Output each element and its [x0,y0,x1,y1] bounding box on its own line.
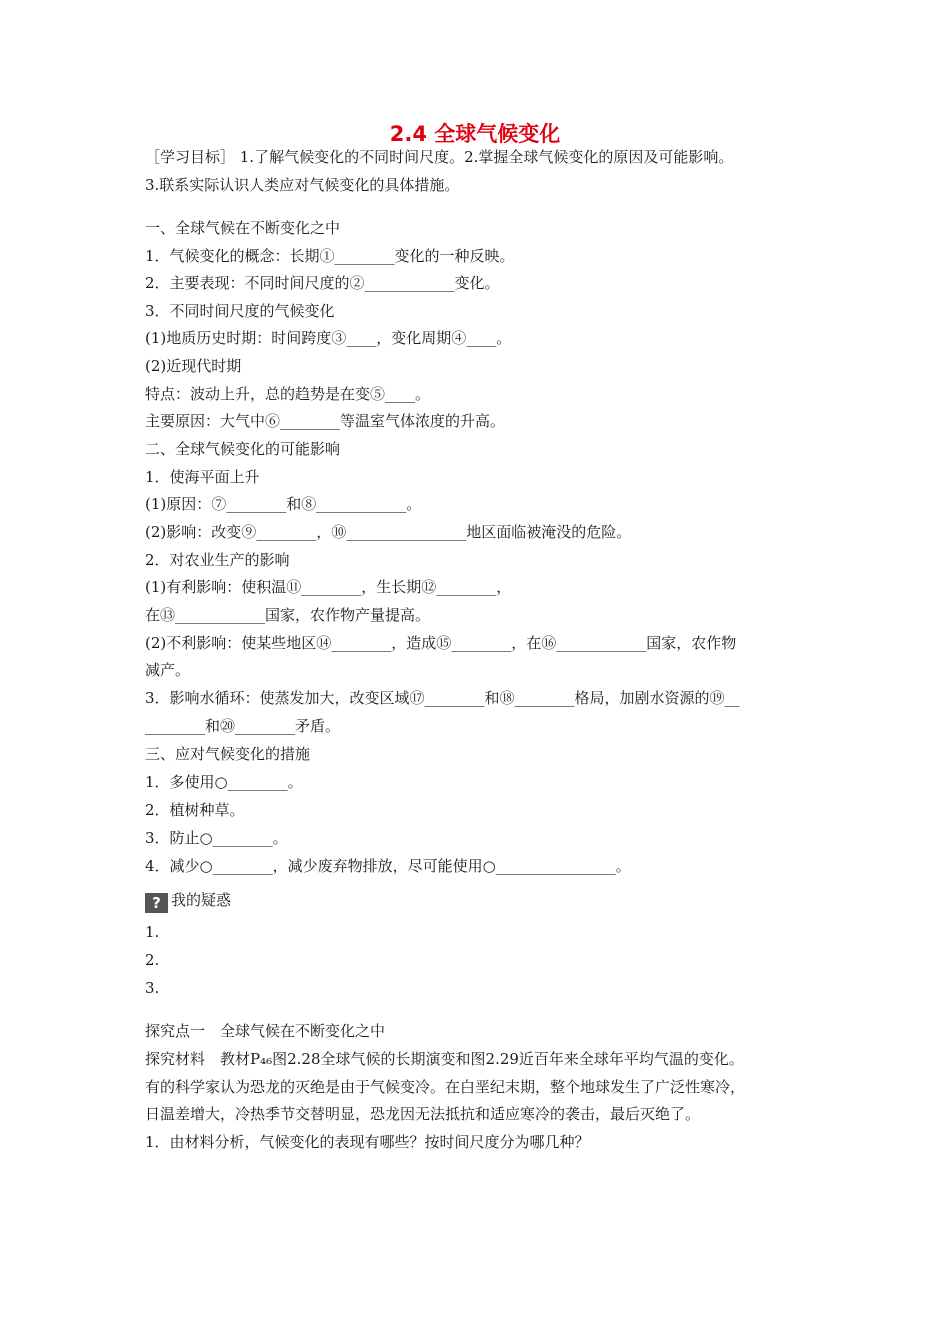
fill-line: 3．不同时间尺度的气候变化 [145,302,335,320]
explore-paragraph: 有的科学家认为恐龙的灭绝是由于气候变冷。在白垩纪末期，整个地球发生了广泛性寒冷， [145,1078,746,1096]
fill-line: 3．影响水循环：使蒸发加大，改变区域⑰________和⑱________格局，加剧水资源的⑲__ [145,689,740,707]
fill-line: 2．对农业生产的影响 [145,551,290,569]
fill-line: 1．使海平面上升 [145,468,260,486]
fill-line: 1．气候变化的概念：长期①________变化的一种反映。 [145,247,515,265]
doubt-item: 2. [145,951,160,969]
fill-line: (2)不利影响：使某些地区⑭________，造成⑮________，在⑯____________国家，农作物 [145,634,737,652]
fill-line: (2)近现代时期 [145,357,242,375]
fill-line: (1)地质历史时期：时间跨度③____，变化周期④____。 [145,329,512,347]
fill-line: 在⑬____________国家，农作物产量提高。 [145,606,431,624]
fill-line: (1)原因：⑦________和⑧____________。 [145,495,422,513]
fill-line: (1)有利影响：使积温⑪________，生长期⑫________， [145,578,512,596]
fill-line: (2)影响：改变⑨________，⑩________________地区面临被淹没的危险。 [145,523,632,541]
explore-question: 1．由材料分析，气候变化的表现有哪些？按时间尺度分为哪几种？ [145,1133,590,1151]
doubt-label: 我的疑惑 [171,891,232,909]
section-heading-2: 二、全球气候变化的可能影响 [145,440,341,458]
doubt-item: 3. [145,979,160,997]
page-title: 2.4 全球气候变化 [389,122,561,146]
fill-line: 减产。 [145,661,191,679]
doubt-item: 1. [145,923,160,941]
fill-line: 2．主要表现：不同时间尺度的②____________变化。 [145,274,500,292]
section-heading-1: 一、全球气候在不断变化之中 [145,219,341,237]
explore-heading: 探究点一 全球气候在不断变化之中 [145,1022,386,1040]
section-heading-3: 三、应对气候变化的措施 [145,745,311,763]
doubt-heading [145,890,231,913]
question-mark-icon: ? [145,893,168,913]
learning-objectives-cont: 3.联系实际认识人类应对气候变化的具体措施。 [145,176,460,194]
fill-line: 主要原因：大气中⑥________等温室气体浓度的升高。 [145,412,506,430]
explore-material: 探究材料 教材P₄₆图2.28全球气候的长期演变和图2.29近百年来全球年平均气温的变化。 [145,1050,744,1068]
fill-line: ________和⑳________矛盾。 [145,717,341,735]
fill-line: 特点：波动上升，总的趋势是在变⑤____。 [145,385,431,403]
fill-line: 3．防止○________。 [145,829,288,847]
learning-objectives: ［学习目标］ 1.了解气候变化的不同时间尺度。2.掌握全球气候变化的原因及可能影响。 [145,148,734,166]
fill-line: 4．减少○________，减少废弃物排放，尽可能使用○________________。 [145,857,631,875]
explore-paragraph: 日温差增大，冷热季节交替明显，恐龙因无法抵抗和适应寒冷的袭击，最后灭绝了。 [145,1105,701,1123]
fill-line: 1．多使用○________。 [145,773,303,791]
fill-line: 2．植树种草。 [145,801,245,819]
